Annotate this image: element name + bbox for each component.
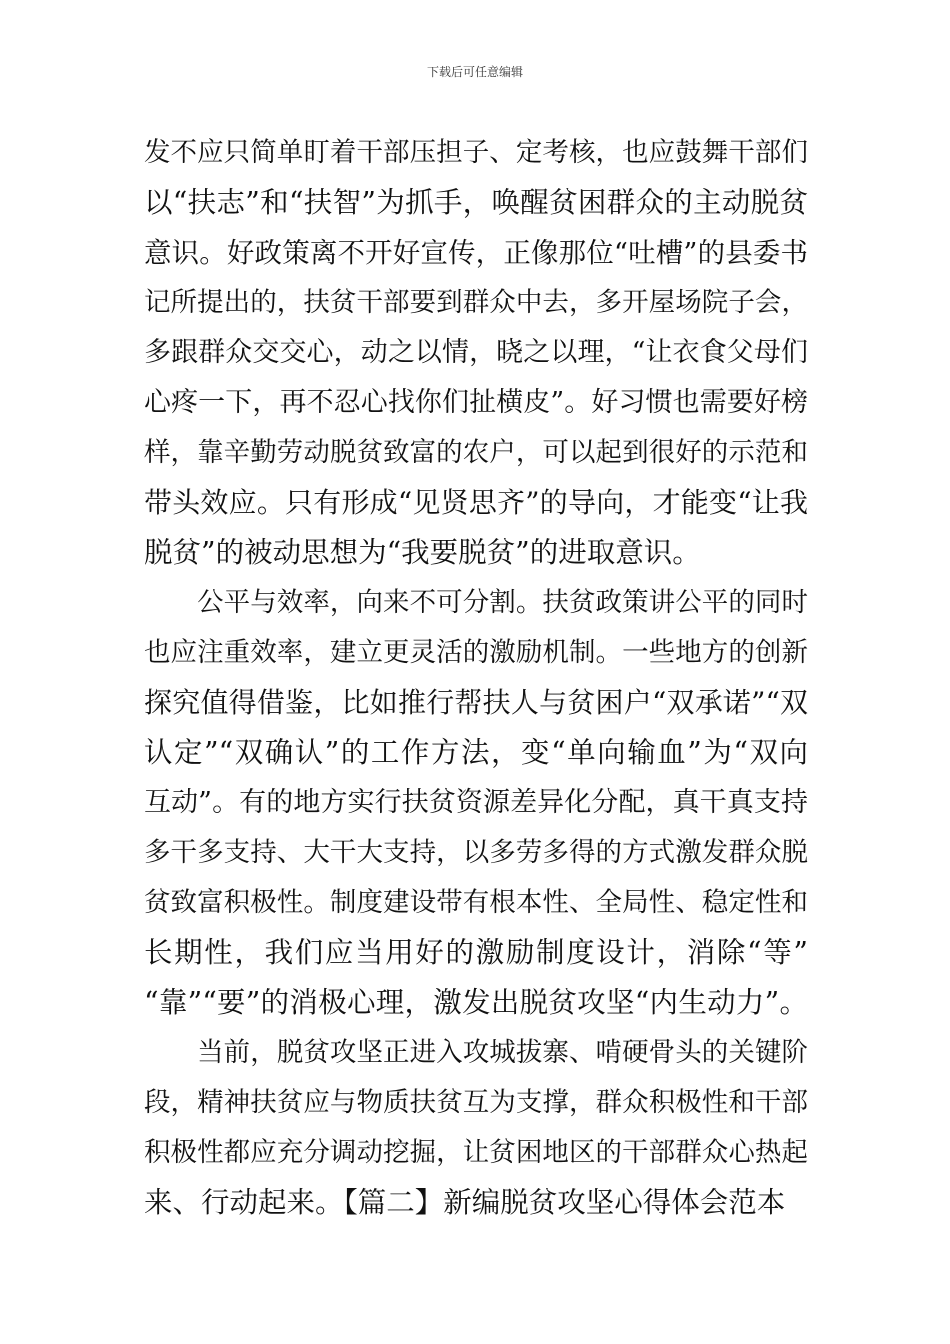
text-line: 段，精神扶贫应与物质扶贫互为支撑，群众积极性和干部 [144, 1087, 808, 1118]
text-line: 心疼一下，再不忍心找你们扯横皮”。好习惯也需要好榜 [144, 387, 808, 418]
text-line: 发不应只简单盯着干部压担子、定考核，也应鼓舞干部们 [144, 137, 808, 168]
text-line: 样，靠辛勤劳动脱贫致富的农户，可以起到很好的示范和 [144, 437, 808, 468]
text-line: 积极性都应充分调动挖掘，让贫困地区的干部群众心热起 [144, 1137, 808, 1168]
text-line: 公平与效率，向来不可分割。扶贫政策讲公平的同时 [144, 587, 808, 618]
text-line: 记所提出的，扶贫干部要到群众中去，多开屋场院子会， [144, 287, 808, 318]
text-line: 当前，脱贫攻坚正进入攻城拔寨、啃硬骨头的关键阶 [144, 1037, 808, 1068]
text-line: 以“扶志”和“扶智”为抓手，唤醒贫困群众的主动脱贫 [144, 186, 808, 219]
text-line: 认定”“双确认”的工作方法，变“单向输血”为“双向 [144, 736, 808, 769]
text-line: “靠”“要”的消极心理，激发出脱贫攻坚“内生动力”。 [144, 986, 809, 1019]
page-header: 下载后可任意编辑 [426, 65, 523, 79]
text-line: 贫致富积极性。制度建设带有根本性、全局性、稳定性和 [144, 887, 808, 918]
text-line: 长期性，我们应当用好的激励制度设计，消除“等” [144, 936, 808, 969]
document-body [144, 128, 808, 1228]
text-line: 多干多支持、大干大支持，以多劳多得的方式激发群众脱 [144, 837, 808, 868]
text-line: 脱贫”的被动思想为“我要脱贫”的进取意识。 [144, 536, 701, 569]
text-line: 探究值得借鉴，比如推行帮扶人与贫困户“双承诺”“双 [144, 686, 808, 719]
text-line: 意识。好政策离不开好宣传，正像那位“吐槽”的县委书 [144, 237, 808, 269]
text-line: 多跟群众交交心，动之以情，晓之以理，“让衣食父母们 [144, 337, 808, 368]
text-line: 互动”。有的地方实行扶贫资源差异化分配，真干真支持 [144, 787, 808, 818]
text-line: 来、行动起来。【篇二】新编脱贫攻坚心得体会范本 [144, 1186, 786, 1219]
text-line: 带头效应。只有形成“见贤思齐”的导向，才能变“让我 [144, 486, 808, 519]
text-line: 也应注重效率，建立更灵活的激励机制。一些地方的创新 [144, 637, 808, 668]
